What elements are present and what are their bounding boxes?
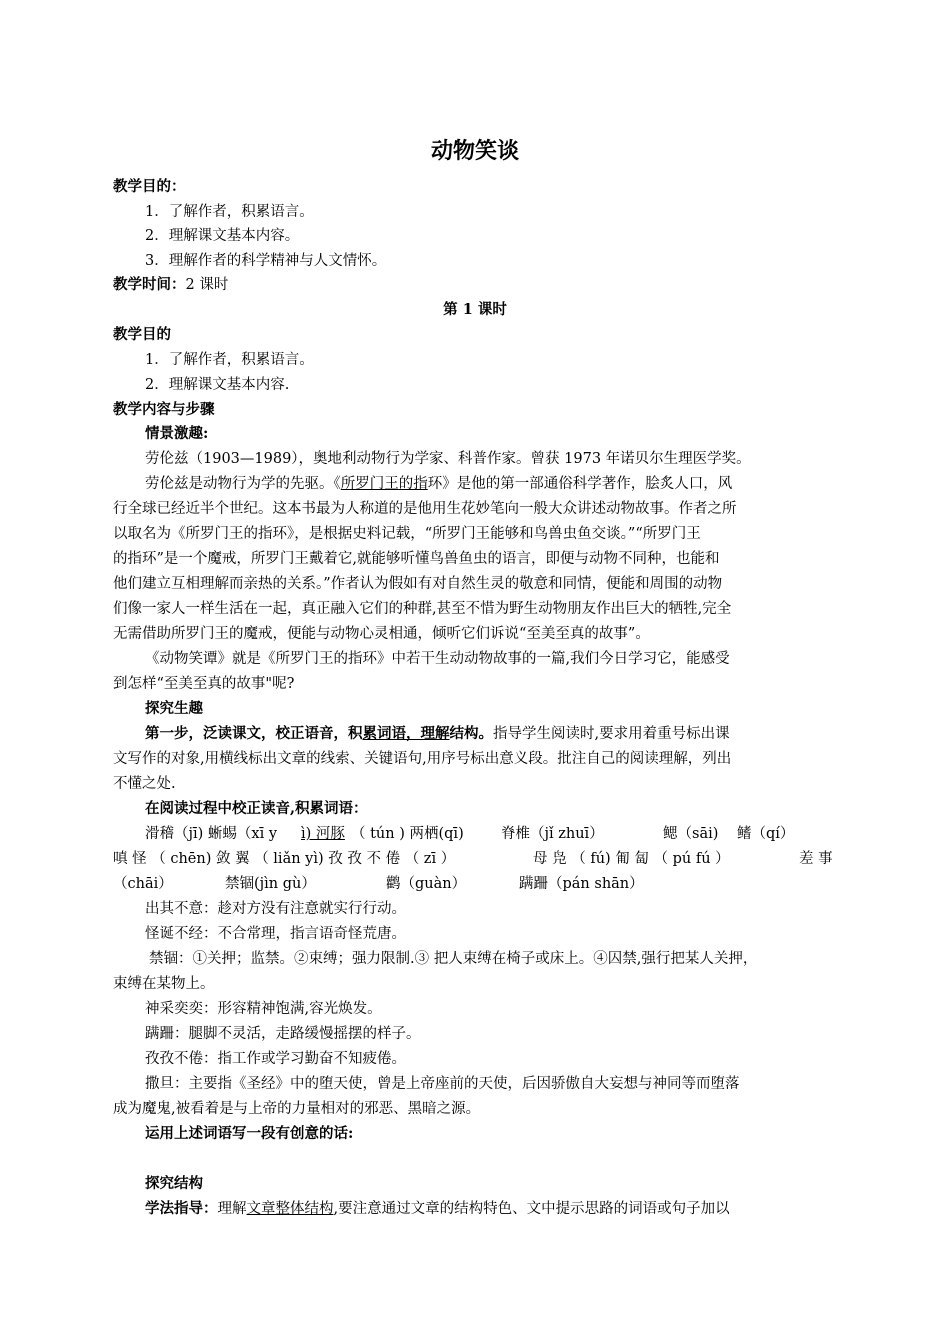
objectives-heading: 教学目的： xyxy=(113,178,186,195)
text-run: 劳伦兹是动物行为学的先驱。《 xyxy=(145,476,341,492)
vocab-entry: 禁锢(jìn gù） xyxy=(225,876,316,892)
intro-heading: 情景激趣: xyxy=(145,425,209,442)
lesson-1-heading: 第 1 课时 xyxy=(443,301,507,318)
page-title: 动物笑谈 xyxy=(430,138,519,164)
definition: 束缚在某物上。 xyxy=(113,976,215,992)
vocab-entry: （ tún ) 两栖(qī) xyxy=(351,826,464,842)
definition: 禁锢：①关押；监禁。②束缚；强力限制.③ 把人束缚在椅子或床上。④囚禁,强行把某人关押， xyxy=(149,951,758,967)
vocab-entry-underlined: ì) 河豚 xyxy=(301,826,345,842)
step1-line: 文写作的对象,用横线标出文章的线索、关键语句,用序号标出意义段。批注自己的阅读理解，列出 xyxy=(113,751,732,767)
intro-paragraph-2-line: 们像一家人一样生活在一起，真正融入它们的种群,甚至不惜为野生动物朋友作出巨大的牺牲,完全 xyxy=(113,601,732,617)
bold-text: 结构。 xyxy=(449,725,493,742)
write-heading: 运用上述词语写一段有创意的话: xyxy=(145,1125,354,1142)
step1-line xyxy=(145,724,730,744)
definition: 神采奕奕：形容精神饱满,容光焕发。 xyxy=(145,1001,382,1017)
text-run: 理解 xyxy=(217,1201,247,1217)
teaching-time-label: 教学时间： xyxy=(113,276,186,293)
vocab-entry: 鳃（sāi) xyxy=(663,826,719,842)
step1-line: 不懂之处. xyxy=(113,776,176,792)
text-run: ,要注意通过文章的结构特色、文中提示思路的词语或句子加以 xyxy=(333,1201,730,1217)
vocab-entry: 脊椎（jǐ zhuī） xyxy=(501,826,604,842)
steps-heading: 教学内容与步骤 xyxy=(113,401,215,418)
definition: 蹒跚：腿脚不灵活，走路缓慢摇摆的样子。 xyxy=(145,1026,421,1042)
definition: 成为魔鬼,被看着是与上帝的力量相对的邪恶、黑暗之源。 xyxy=(113,1101,481,1117)
objective-item: 3．理解作者的科学精神与人文情怀。 xyxy=(145,253,387,269)
definition: 怪诞不经：不合常理，指言语奇怪荒唐。 xyxy=(145,926,406,942)
intro-paragraph-2-line: 他们建立互相理解而亲热的关系。”作者认为假如有对自然生灵的敬意和同情，便能和周围的动物 xyxy=(113,576,723,592)
intro-paragraph-2-line: 无需借助所罗门王的魔戒，便能与动物心灵相通，倾听它们诉说“至美至真的故事”。 xyxy=(113,626,650,642)
vocab-entry: 蹒跚（pán shān） xyxy=(519,876,644,892)
bold-text: 第一步，泛读课文，校正语音，积 xyxy=(145,725,363,742)
teaching-time-value: 2 课时 xyxy=(185,277,229,293)
objective-item: 1．了解作者，积累语言。 xyxy=(145,204,314,220)
lesson-objectives-heading: 教学目的 xyxy=(113,326,171,343)
objective-item: 2．理解课文基本内容。 xyxy=(145,228,300,244)
intro-paragraph-1: 劳伦兹（1903—1989），奥地利动物行为学家、科普作家。曾获 1973 年诺贝尔生理医学奖。 xyxy=(145,451,751,467)
lesson-objective-item: 2．理解课文基本内容. xyxy=(145,377,290,393)
teaching-time xyxy=(113,275,228,295)
text-run: 环》是他的第一部通俗科学著作，脍炙人口，风 xyxy=(427,476,733,492)
vocab-entry: （chāi） xyxy=(113,876,173,892)
text-run: 指导学生阅读时,要求用着重号标出课 xyxy=(493,726,730,742)
vocab-entry: 鹳（guàn） xyxy=(386,876,467,892)
vocab-entry: 滑稽（jī) 蜥蜴（xī y xyxy=(145,826,278,842)
vocab-entry: 嗔 怪 （ chēn) 敛 翼 （ liǎn yì) 孜 孜 不 倦 （ zī ） xyxy=(113,851,456,867)
definition: 孜孜不倦：指工作或学习勤奋不知疲倦。 xyxy=(145,1051,406,1067)
lesson-objective-item: 1．了解作者，积累语言。 xyxy=(145,352,314,368)
method-line xyxy=(145,1199,730,1219)
definition: 出其不意：趁对方没有注意就实行行动。 xyxy=(145,901,406,917)
method-label: 学法指导： xyxy=(145,1200,218,1217)
intro-paragraph-3-line: 到怎样“至美至真的故事"呢? xyxy=(113,676,295,692)
underlined-text: 所罗门王的指 xyxy=(340,476,428,492)
structure-heading: 探究结构 xyxy=(145,1175,203,1192)
vocab-heading: 在阅读过程中校正读音,积累词语： xyxy=(145,800,368,817)
vocab-entry: 差 事 xyxy=(799,851,833,867)
underlined-text: 文章整体结构 xyxy=(246,1201,334,1217)
vocab-entry: 母 凫 （ fú) 匍 匐 （ pú fú ） xyxy=(533,851,730,867)
explore-heading: 探究生趣 xyxy=(145,700,203,717)
intro-paragraph-2-line: 以取名为《所罗门王的指环》，是根据史料记载，“所罗门王能够和鸟兽虫鱼交谈。”“所罗门王 xyxy=(113,526,701,542)
intro-paragraph-2-line xyxy=(145,474,732,494)
underlined-bold-text: 累词语，理解 xyxy=(362,725,450,742)
definition: 撒旦：主要指《圣经》中的堕天使，曾是上帝座前的天使，后因骄傲自大妄想与神同等而堕落 xyxy=(145,1076,740,1092)
vocab-entry: 鳍（qí） xyxy=(737,826,795,842)
intro-paragraph-3-line: 《动物笑谭》就是《所罗门王的指环》中若干生动动物故事的一篇,我们今日学习它，能感受 xyxy=(145,651,730,667)
intro-paragraph-2-line: 的指环”是一个魔戒，所罗门王戴着它,就能够听懂鸟兽鱼虫的语言，即便与动物不同种，也能和 xyxy=(113,551,720,567)
intro-paragraph-2-line: 行全球已经近半个世纪。这本书最为人称道的是他用生花妙笔向一般大众讲述动物故事。作者之所 xyxy=(113,501,737,517)
